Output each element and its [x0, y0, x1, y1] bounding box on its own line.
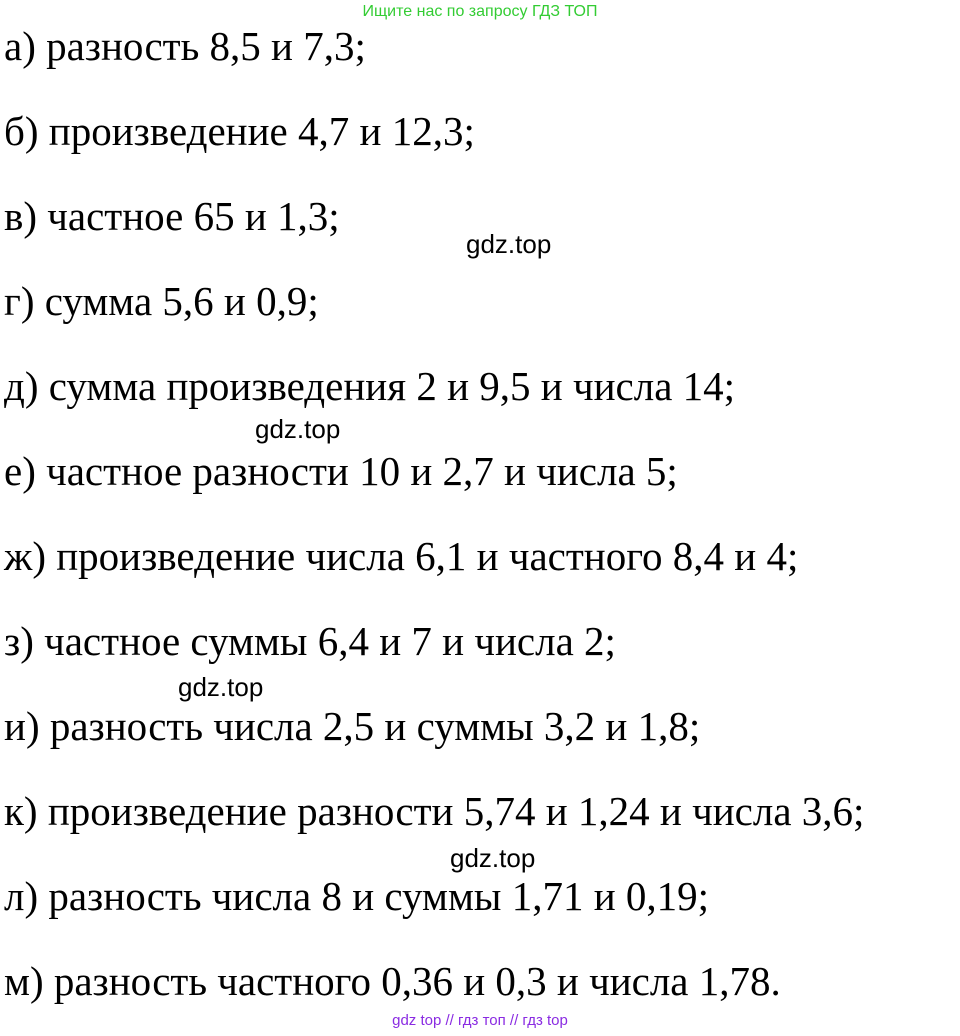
- header-note: Ищите нас по запросу ГДЗ ТОП: [362, 3, 598, 20]
- task-d: д) сумма произведения 2 и 9,5 и числа 14;: [4, 363, 736, 409]
- task-g: г) сумма 5,6 и 0,9;: [4, 278, 319, 324]
- task-m: м) разность частного 0,36 и 0,3 и числа 1,78.: [4, 958, 781, 1004]
- task-a: а) разность 8,5 и 7,3;: [4, 23, 366, 69]
- task-i: и) разность числа 2,5 и суммы 3,2 и 1,8;: [4, 703, 701, 749]
- footer-note: gdz top // гдз топ // гдз top: [392, 1012, 568, 1029]
- task-v: в) частное 65 и 1,3;: [4, 193, 340, 239]
- watermark-gdz-top: gdz.top: [178, 672, 264, 702]
- watermark-gdz-top: gdz.top: [466, 229, 552, 259]
- watermark-gdz-top: gdz.top: [255, 414, 341, 444]
- task-k: к) произведение разности 5,74 и 1,24 и числа 3,6;: [4, 788, 865, 834]
- task-e: е) частное разности 10 и 2,7 и числа 5;: [4, 448, 678, 494]
- task-l: л) разность числа 8 и суммы 1,71 и 0,19;: [4, 873, 710, 919]
- task-z: з) частное суммы 6,4 и 7 и числа 2;: [4, 618, 616, 664]
- task-b: б) произведение 4,7 и 12,3;: [4, 108, 475, 154]
- task-zh: ж) произведение числа 6,1 и частного 8,4 и 4;: [4, 533, 799, 579]
- watermark-gdz-top: gdz.top: [450, 843, 536, 873]
